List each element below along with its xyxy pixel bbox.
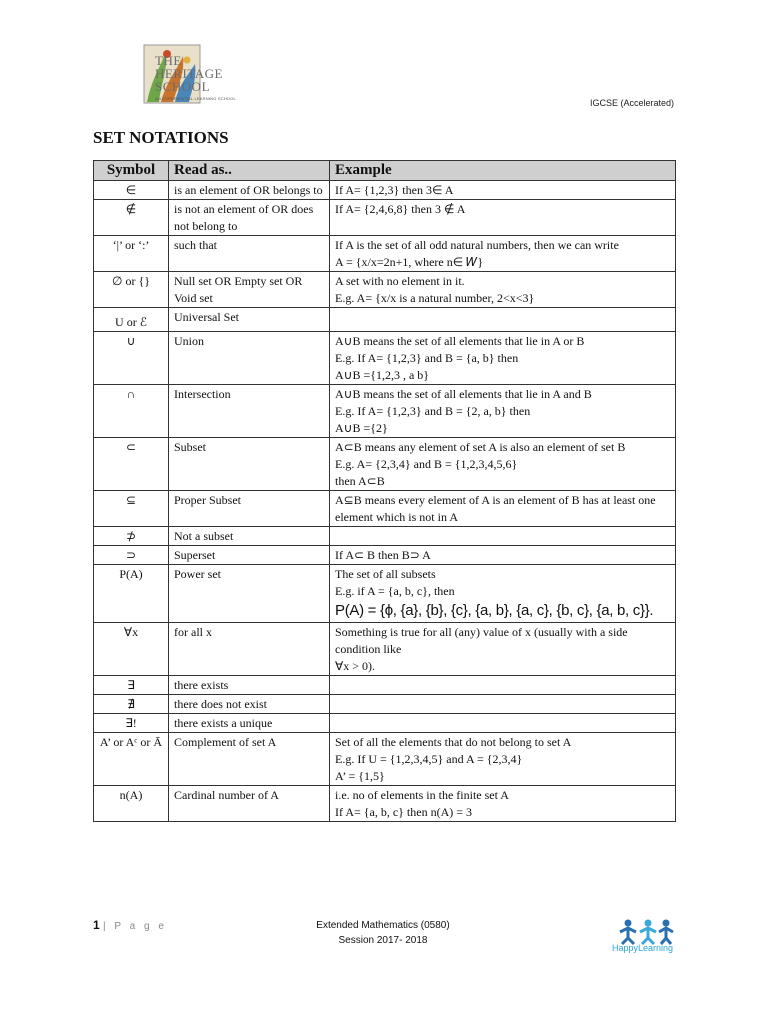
example-cell [330,546,676,565]
example-line: E.g. A= {x/x is a natural number, 2<x<3} [335,291,535,305]
example-line: ∀x > 0). [335,659,375,673]
read-cell: Union [169,332,330,385]
example-cell [330,695,676,714]
example-cell [330,332,676,385]
table-row [94,236,676,272]
read-cell: Subset [169,438,330,491]
read-cell: there exists [169,676,330,695]
table-row [94,272,676,308]
table-row [94,695,676,714]
table-row [94,308,676,332]
read-cell: there does not exist [169,695,330,714]
table-row [94,565,676,623]
table-header-row [94,161,676,181]
page-label: | P a g e [103,921,167,932]
school-name-line2: HERITAGE [155,66,223,81]
example-cell [330,527,676,546]
example-line: A⊆B means every element of A is an element of B has at least one element which is not in A [335,493,656,524]
example-line: E.g. If A= {1,2,3} and B = {a, b} then [335,351,519,365]
example-line: A’ = {1,5} [335,769,385,783]
example-cell [330,236,676,272]
example-line: A⊂B means any element of set A is also an element of set B [335,440,626,454]
read-cell: Cardinal number of A [169,786,330,822]
read-cell: Power set [169,565,330,623]
symbol-cell: ∈ [94,181,169,200]
example-line: If A= {1,2,3} then 3∈ A [335,183,454,197]
footer-line2: Session 2017- 2018 [338,935,428,946]
read-cell: such that [169,236,330,272]
table-row [94,181,676,200]
example-cell [330,565,676,623]
table-row [94,733,676,786]
symbol-cell: ∪ [94,332,169,385]
example-line: If A= {a, b, c} then n(A) = 3 [335,805,473,819]
header-read-as: Read as.. [169,161,330,181]
symbol-cell: ∉ [94,200,169,236]
table-row [94,546,676,565]
example-line: Set of all the elements that do not belong to set A [335,735,572,749]
set-notation-table [93,160,676,822]
table-row [94,786,676,822]
example-cell [330,491,676,527]
read-cell: Intersection [169,385,330,438]
happylearning-brand: HappyLearning [612,943,674,953]
power-set-formula: P(A) = {ϕ, {a}, {b}, {c}, {a, b}, {a, c}, {b, c}, {a, b, c}}. [335,602,654,619]
example-line: Something is true for all (any) value of x (usually with a side condition like [335,625,628,656]
example-line: then A⊂B [335,474,385,488]
page-number-value: 1 [93,918,100,932]
example-cell [330,733,676,786]
table-row [94,714,676,733]
example-cell [330,272,676,308]
read-cell: Complement of set A [169,733,330,786]
example-line: A∪B ={2} [335,421,388,435]
table-row [94,676,676,695]
example-cell [330,623,676,676]
table-row [94,623,676,676]
example-line: A = {x/x=2n+1, where n∈ 𝑊} [335,255,484,269]
example-line: E.g. if A = {a, b, c}, then [335,584,455,598]
read-cell: Universal Set [169,308,330,332]
example-line: A∪B ={1,2,3 , a b} [335,368,430,382]
read-cell: there exists a unique [169,714,330,733]
example-cell [330,385,676,438]
example-line: A∪B means the set of all elements that lie in A and B [335,387,592,401]
example-line: If A is the set of all odd natural numbers, then we can write [335,238,619,252]
table-row [94,527,676,546]
table-row [94,332,676,385]
example-cell [330,181,676,200]
example-cell [330,200,676,236]
example-cell [330,676,676,695]
page-title: SET NOTATIONS [93,128,229,147]
symbol-cell: ∃ [94,676,169,695]
symbol-cell: ⊂ [94,438,169,491]
school-tagline: AN EXPERIENTIAL LEARNING SCHOOL [155,96,236,101]
symbol-cell: ‘|’ or ‘:’ [94,236,169,272]
table-row [94,200,676,236]
example-cell [330,438,676,491]
footer-course-info [303,918,463,948]
symbol-cell: ∀x [94,623,169,676]
symbol-cell: ⊆ [94,491,169,527]
header-symbol: Symbol [94,161,169,181]
table-row [94,385,676,438]
symbol-cell: P(A) [94,565,169,623]
school-name-line1: THE [155,53,182,68]
symbol-cell: ∃! [94,714,169,733]
example-cell [330,308,676,332]
symbol-cell: A’ or Aᶜ or Ā [94,733,169,786]
header-example: Example [330,161,676,181]
example-line: A∪B means the set of all elements that lie in A or B [335,334,585,348]
symbol-cell: n(A) [94,786,169,822]
read-cell: Not a subset [169,527,330,546]
page-number [93,918,167,932]
course-label: IGCSE (Accelerated) [589,98,674,108]
footer-line1: Extended Mathematics (0580) [316,920,450,931]
example-line: If A= {2,4,6,8} then 3 ∉ A [335,202,466,216]
symbol-cell: U or ℰ [94,308,169,332]
example-line: The set of all subsets [335,567,436,581]
example-cell [330,714,676,733]
table-row [94,491,676,527]
read-cell: Null set OR Empty set OR Void set [169,272,330,308]
example-line: A set with no element in it. [335,274,465,288]
read-cell: Superset [169,546,330,565]
table-row [94,438,676,491]
example-line: i.e. no of elements in the finite set A [335,788,509,802]
symbol-cell: ∄ [94,695,169,714]
example-line: E.g. If A= {1,2,3} and B = {2, a, b} then [335,404,531,418]
read-cell: is an element of OR belongs to [169,181,330,200]
read-cell: is not an element of OR does not belong to [169,200,330,236]
example-cell [330,786,676,822]
symbol-cell: ⊃ [94,546,169,565]
example-line: E.g. If U = {1,2,3,4,5} and A = {2,3,4} [335,752,523,766]
school-name [155,54,223,93]
example-line: If A⊂ B then B⊃ A [335,548,431,562]
school-name-line3: SCHOOL [155,79,211,94]
symbol-cell: ⊅ [94,527,169,546]
symbol-cell: ∅ or {} [94,272,169,308]
example-line: E.g. A= {2,3,4} and B = {1,2,3,4,5,6} [335,457,518,471]
read-cell: for all x [169,623,330,676]
read-cell: Proper Subset [169,491,330,527]
symbol-cell: ∩ [94,385,169,438]
